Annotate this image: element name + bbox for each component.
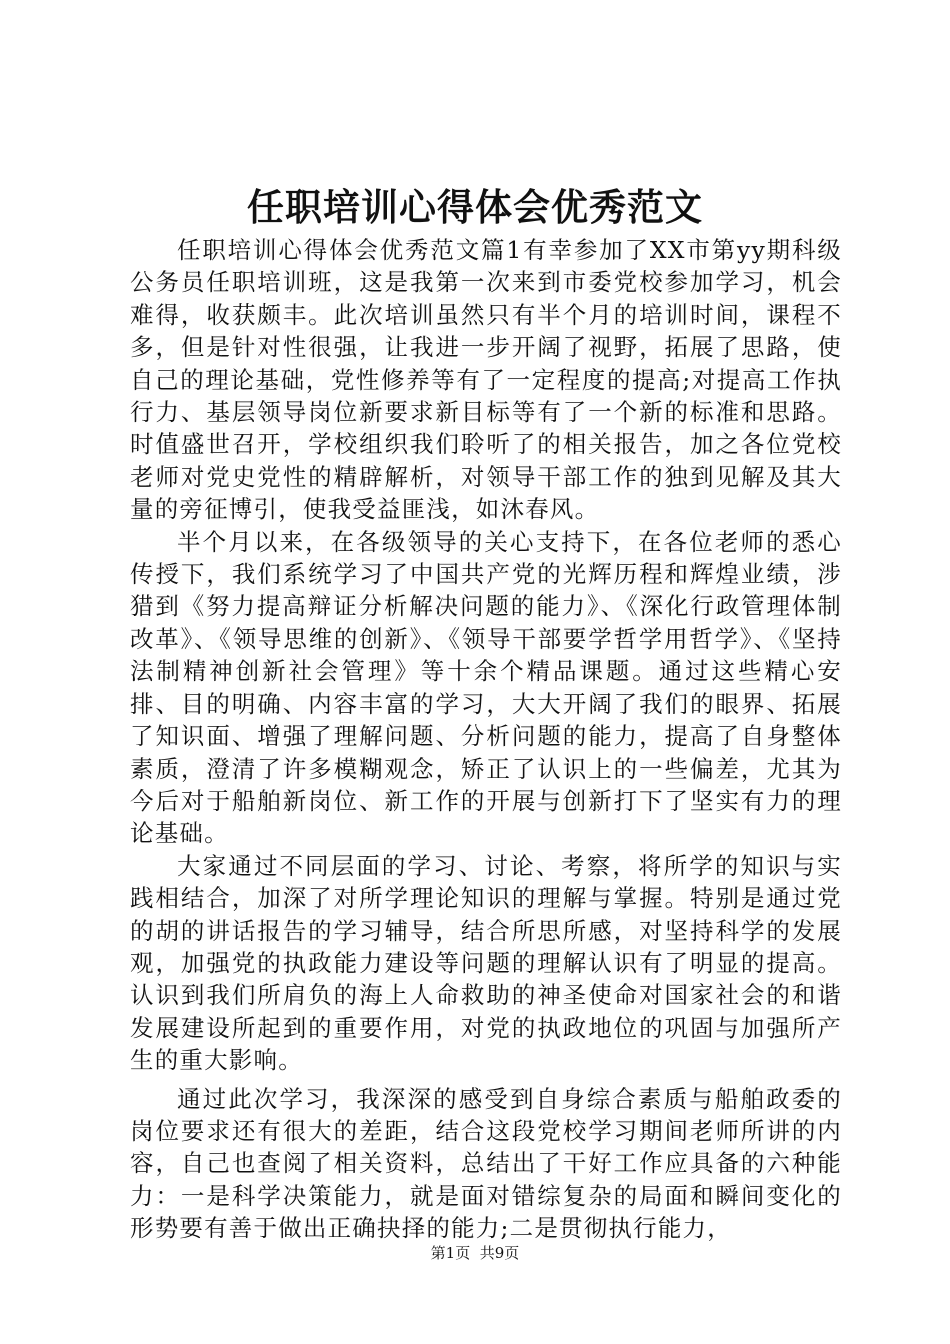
page-footer bbox=[0, 1243, 950, 1263]
page-total: 共9页 bbox=[479, 1244, 520, 1262]
document-body bbox=[130, 234, 842, 1245]
paragraph-3: 大家通过不同层面的学习、讨论、考察，将所学的知识与实践相结合，加深了对所学理论知识的理解与掌握。特别是通过党的胡的讲话报告的学习辅导，结合所思所感，对坚持科学的发展观，加强党的执政能力建设等问题的理解认识有了明显的提高。认识到我们所肩负的海上人命救助的神圣使命对国家社会的和谐发展建设所起到的重要作用，对党的执政地位的巩固与加强所产生的重大影响。 bbox=[130, 851, 842, 1075]
page-number: 第1页 bbox=[430, 1244, 471, 1262]
document-title: 任职培训心得体会优秀范文 bbox=[247, 185, 703, 229]
paragraph-1: 任职培训心得体会优秀范文篇1有幸参加了XX市第yy期科级公务员任职培训班，这是我第一次来到市委党校参加学习，机会难得，收获颇丰。此次培训虽然只有半个月的培训时间，课程不多，但是针对性很强，让我进一步开阔了视野，拓展了思路，使自己的理论基础，党性修养等有了一定程度的提高;对提高工作执行力、基层领导岗位新要求新目标等有了一个新的标准和思路。时值盛世召开，学校组织我们聆听了的相关报告，加之各位党校老师对党史党性的精辟解析，对领导干部工作的独到见解及其大量的旁征博引，使我受益匪浅，如沐春风。 bbox=[130, 236, 842, 524]
paragraph-2: 半个月以来，在各级领导的关心支持下，在各位老师的悉心传授下，我们系统学习了中国共产党的光辉历程和辉煌业绩，涉猎到《努力提高辩证分析解决问题的能力》、《深化行政管理体制改革》、《领导思维的创新》、《领导干部要学哲学用哲学》、《坚持法制精神创新社会管理》等十余个精品课题。通过这些精心安排、目的明确、内容丰富的学习，大大开阔了我们的眼界、拓展了知识面、增强了理解问题、分析问题的能力，提高了自身整体素质，澄清了许多模糊观念，矫正了认识上的一些偏差，尤其为今后对于船舶新岗位、新工作的开展与创新打下了坚实有力的理论基础。 bbox=[130, 527, 842, 848]
paragraph-4: 通过此次学习，我深深的感受到自身综合素质与船舶政委的岗位要求还有很大的差距，结合这段党校学习期间老师所讲的内容，自己也查阅了相关资料，总结出了干好工作应具备的六种能力：一是科学决策能力，就是面对错综复杂的局面和瞬间变化的形势要有善于做出正确抉择的能力;二是贯彻执行能力， bbox=[130, 1084, 842, 1243]
